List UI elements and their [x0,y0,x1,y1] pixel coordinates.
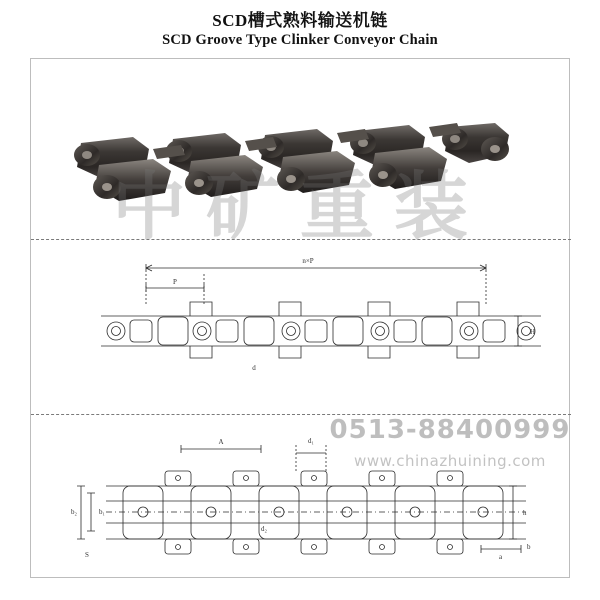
dimension-label-A: A [218,438,224,446]
watermark-url: www.chinazhuining.com [354,452,546,470]
divider-top [31,239,571,240]
dimension-label-d1: d₁ [308,437,314,445]
top-view-line-drawing [61,431,551,561]
dimension-label-S: S [85,551,89,559]
dimension-label-nP: n×P [302,257,314,265]
watermark-phone: 0513-88400999 [329,415,571,445]
side-view-line-drawing [86,254,556,374]
dimension-label-b: b [527,543,531,551]
dimension-label-b1: b₁ [99,508,105,516]
dimension-label-a: a [499,553,503,561]
page-title-chinese: SCD槽式熟料输送机链 [212,11,388,30]
dimension-label-d: d [252,364,256,372]
dimension-label-b2: b₂ [71,508,77,516]
dimension-label-d2: d₂ [261,525,267,533]
dimension-label-P: P [173,278,177,286]
dimension-label-H: H [530,328,536,336]
chain-photograph [41,109,561,229]
divider-bottom [31,414,571,415]
figure-frame [30,58,570,578]
watermark-company: 中矿重装 [112,164,488,250]
page-title-english: SCD Groove Type Clinker Conveyor Chain [162,32,438,48]
dimension-label-h: h [523,509,527,517]
